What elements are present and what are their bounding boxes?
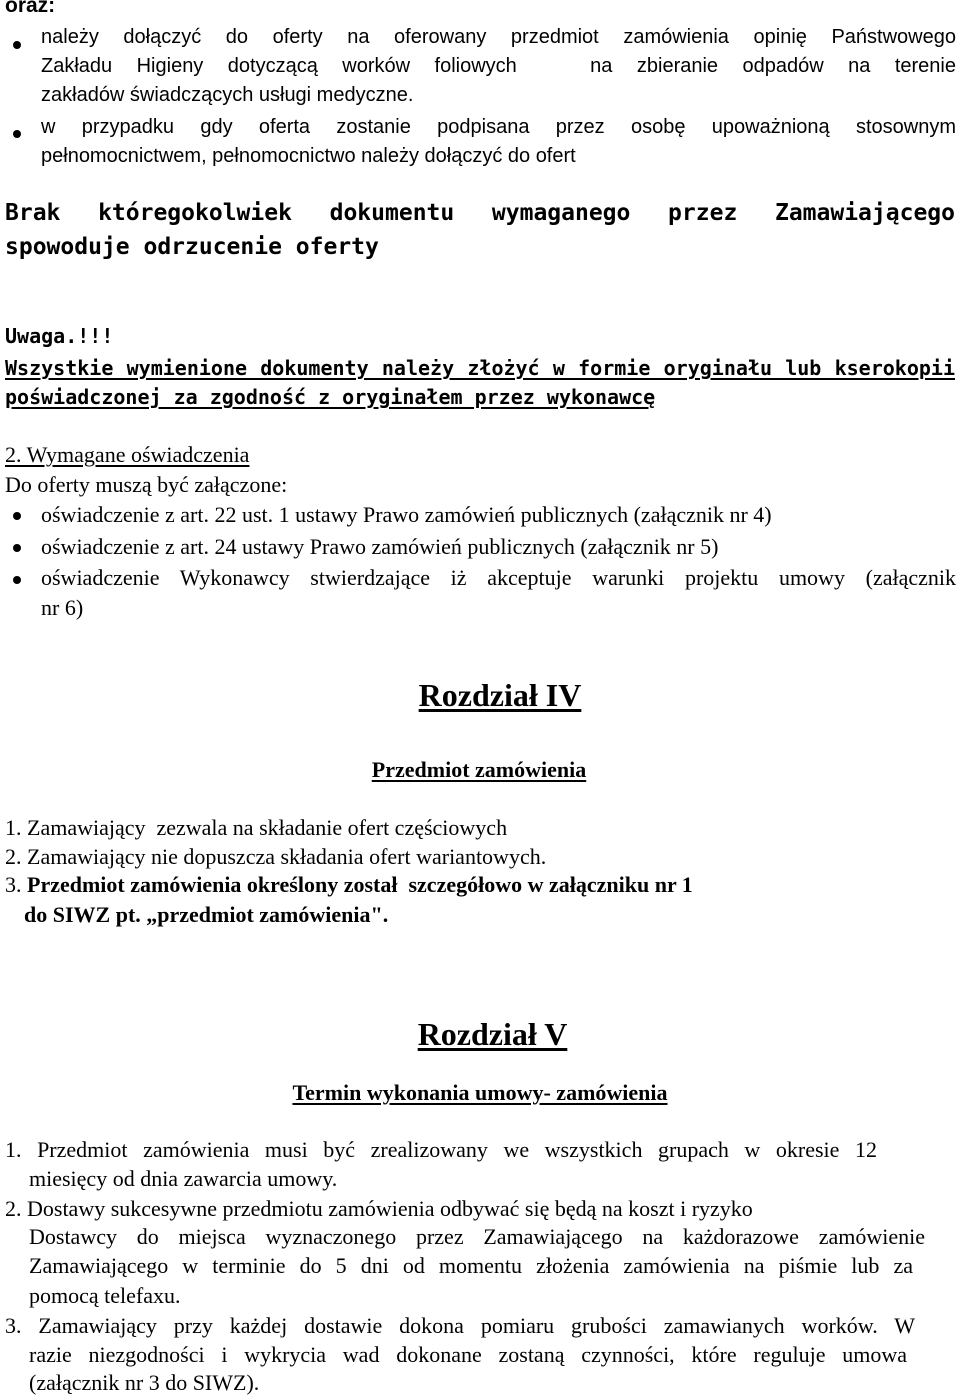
chapter-v-item-2-line4: pomocą telefaxu. xyxy=(29,1283,181,1308)
chapter-iv-subtitle: Przedmiot zamówienia xyxy=(371,757,587,782)
uwaga-line1: Wszystkie wymienione dokumenty należy złożyć w formie oryginału lub kserokopii xyxy=(5,356,955,380)
chapter-v-item-3-line3: (załącznik nr 3 do SIWZ). xyxy=(29,1370,260,1395)
oraz-label: oraz: xyxy=(5,0,56,17)
statement-item-1: oświadczenie z art. 22 ust. 1 ustawy Prawo zamówień publicznych (załącznik nr 4) xyxy=(41,502,772,527)
chapter-v-item-2-line2: Dostawcy do miejsca wyznaczonego przez Zamawiającego na każdorazowe zamówienie xyxy=(29,1224,925,1249)
statement-item-2: oświadczenie z art. 24 ustawy Prawo zamówień publicznych (załącznik nr 5) xyxy=(41,534,719,559)
chapter-v-item-3-line2: razie niezgodności i wykrycia wad dokonane zostaną czynności, które reguluje umowa xyxy=(29,1342,907,1367)
chapter-v-item-1-line1: 1. Przedmiot zamówienia musi być zrealizowany we wszystkich grupach w okresie 12 xyxy=(5,1137,877,1162)
uwaga-line2: poświadczonej za zgodność z oryginałem przez wykonawcę xyxy=(5,385,656,409)
bullet-icon xyxy=(13,544,21,552)
chapter-iv-item-3 xyxy=(5,872,693,898)
chapter-v-item-2-line1: 2. Dostawy sukcesywne przedmiotu zamówienia odbywać się będą na koszt i ryzyko xyxy=(5,1196,753,1221)
bullet2-line1: w przypadku gdy oferta zostanie podpisana przez osobę upoważnioną stosownym xyxy=(41,116,956,138)
uwaga-label: Uwaga.!!! xyxy=(5,324,114,348)
bullet1-line2: Zakładu Higieny dotyczącą worków foliowych na zbieranie odpadów na terenie xyxy=(41,55,956,77)
bullet-icon xyxy=(13,41,21,49)
section2-title: 2. Wymagane oświadczenia xyxy=(5,442,250,467)
chapter-iv-item-3-num: 3. xyxy=(5,872,27,897)
bullet2-line2: pełnomocnictwem, pełnomocnictwo należy dołączyć do ofert xyxy=(41,145,576,167)
bullet1-line3: zakładów świadczących usługi medyczne. xyxy=(41,84,414,106)
bullet1-line1: należy dołączyć do oferty na oferowany przedmiot zamówienia opinię Państwowego xyxy=(41,26,956,48)
chapter-v-item-1-line2: miesięcy od dnia zawarcia umowy. xyxy=(29,1166,338,1191)
chapter-iv-item-3-cont: do SIWZ pt. „przedmiot zamówienia". xyxy=(24,902,389,927)
chapter-iv-item-1: 1. Zamawiający zezwala na składanie ofert częściowych xyxy=(5,815,508,840)
statement-item-3-cont: nr 6) xyxy=(41,595,84,620)
warning-line2: spowoduje odrzucenie oferty xyxy=(5,234,379,260)
section2-intro: Do oferty muszą być załączone: xyxy=(5,472,288,497)
warning-line1: Brak któregokolwiek dokumentu wymaganego przez Zamawiającego xyxy=(5,200,955,226)
chapter-iv-item-3-bold: Przedmiot zamówienia określony został szczegółowo w załączniku nr 1 xyxy=(27,872,693,897)
chapter-iv-item-2: 2. Zamawiający nie dopuszcza składania ofert wariantowych. xyxy=(5,844,547,869)
chapter-v-item-2-line3: Zamawiającego w terminie do 5 dni od momentu złożenia zamówienia na piśmie lub za xyxy=(29,1253,913,1278)
chapter-iv-title: Rozdział IV xyxy=(418,677,582,713)
bullet-icon xyxy=(13,512,21,520)
statement-item-3: oświadczenie Wykonawcy stwierdzające iż akceptuje warunki projektu umowy (załącznik xyxy=(41,565,956,590)
chapter-v-title: Rozdział V xyxy=(417,1016,568,1052)
chapter-v-subtitle: Termin wykonania umowy- zamówienia xyxy=(292,1080,668,1105)
chapter-v-item-3-line1: 3. Zamawiający przy każdej dostawie dokona pomiaru grubości zamawianych worków. W xyxy=(5,1313,915,1338)
bullet-icon xyxy=(13,576,21,584)
bullet-icon xyxy=(13,130,21,138)
